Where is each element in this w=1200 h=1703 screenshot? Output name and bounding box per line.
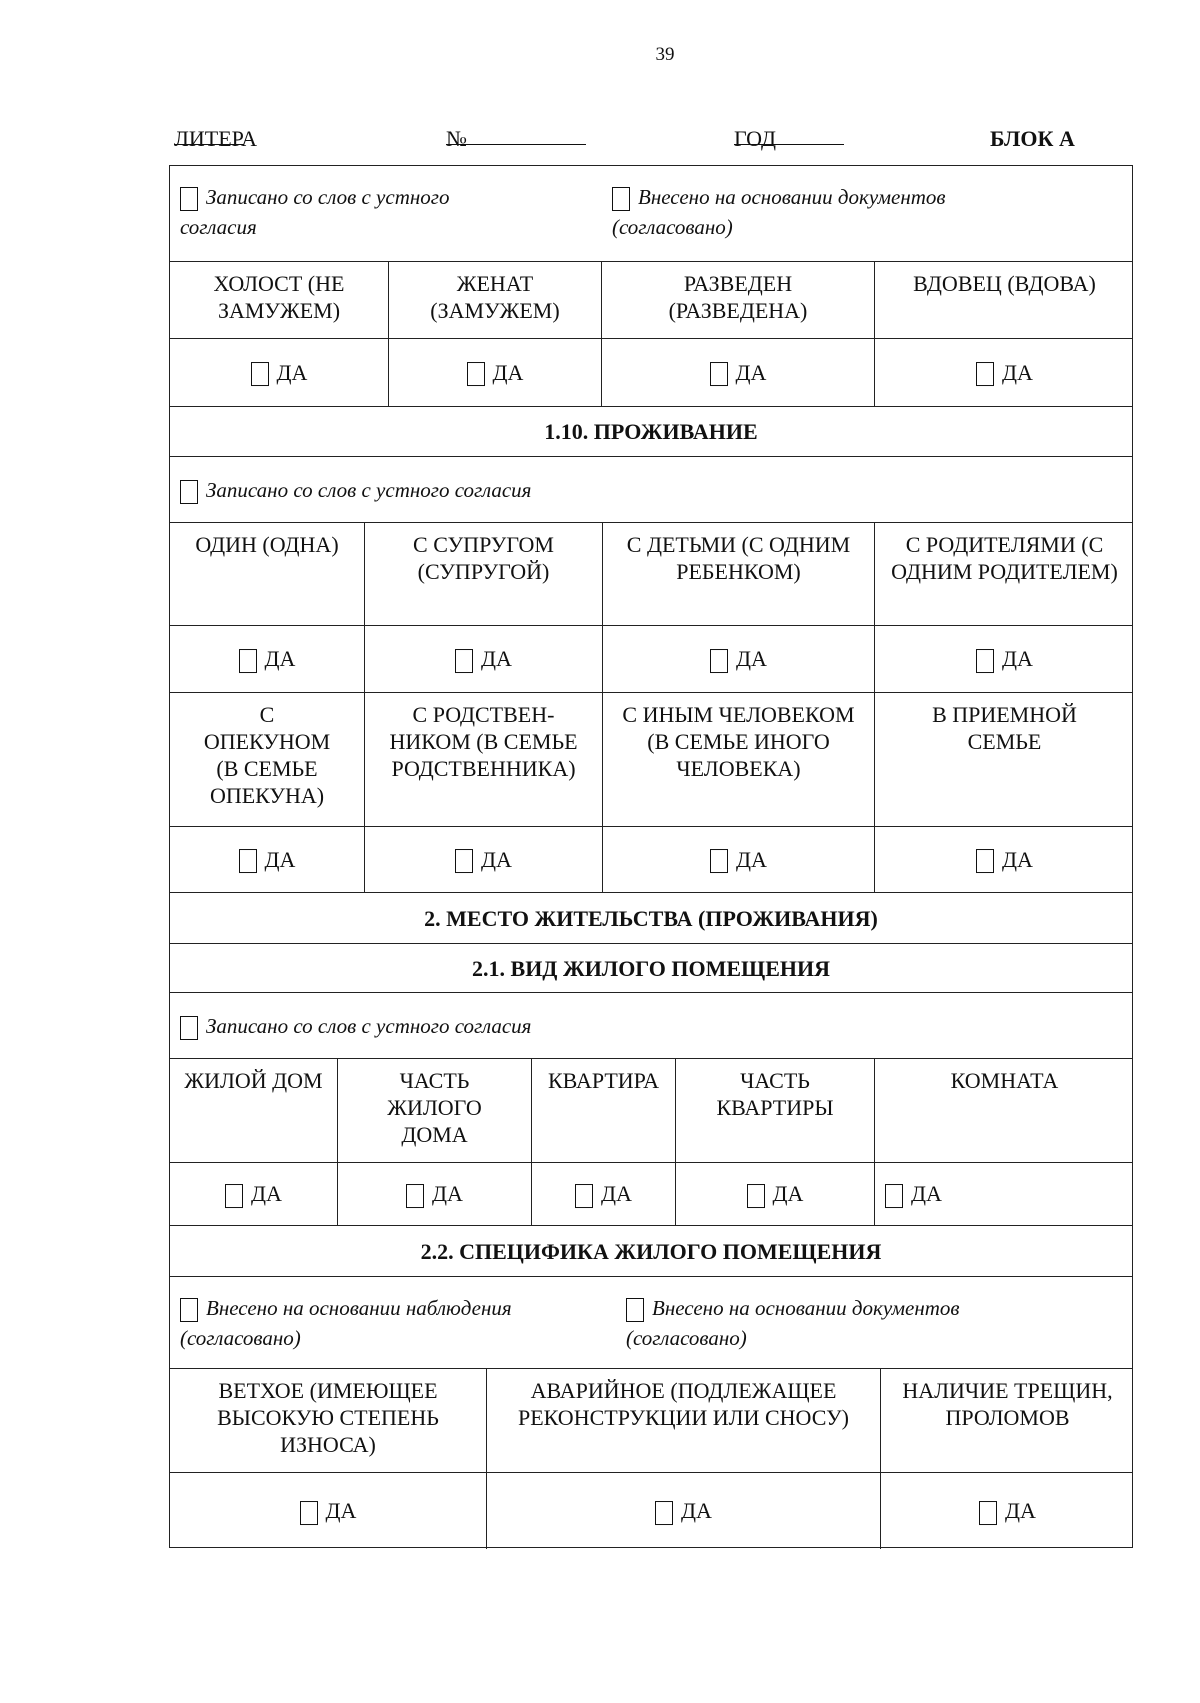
- yes-checkbox-other-person[interactable]: ДА: [603, 846, 874, 874]
- col-apartment: КВАРТИРА: [531, 1059, 675, 1162]
- specifics-headers-row: [170, 1368, 1132, 1472]
- col-room: КОМНАТА: [874, 1059, 1134, 1162]
- col-parents: С РОДИТЕЛЯМИ (С ОДНИМ РОДИТЕЛЕМ): [874, 523, 1134, 625]
- section-title-housing-specifics: 2.2. СПЕЦИФИКА ЖИЛОГО ПОМЕЩЕНИЯ: [170, 1225, 1132, 1276]
- col-guardian: С ОПЕКУНОМ (В СЕМЬЕ ОПЕКУНА): [203, 702, 331, 808]
- registration-form: [169, 165, 1133, 1548]
- section-title-place: 2. МЕСТО ЖИТЕЛЬСТВА (ПРОЖИВАНИЯ): [170, 892, 1132, 943]
- col-alone: ОДИН (ОДНА): [195, 532, 339, 557]
- residence-source-row: [170, 456, 1132, 522]
- yes-checkbox-relative[interactable]: ДА: [365, 846, 602, 874]
- housing-yes-row: [170, 1162, 1132, 1225]
- checkbox-icon[interactable]: [180, 187, 198, 211]
- col-single: ХОЛОСТ (НЕ ЗАМУЖЕМ): [213, 271, 345, 323]
- option-documents[interactable]: Внесено на основании документов (согласовано): [612, 185, 946, 239]
- number-field[interactable]: [446, 126, 586, 145]
- option-oral-consent[interactable]: Записано со слов с устного согласия: [180, 475, 531, 505]
- yes-checkbox-children[interactable]: ДА: [603, 645, 874, 673]
- yes-checkbox-married[interactable]: ДА: [389, 359, 601, 387]
- checkbox-icon[interactable]: [180, 1016, 198, 1040]
- block-label: БЛОК А: [990, 126, 1075, 151]
- yes-checkbox-part-apartment[interactable]: ДА: [676, 1180, 874, 1208]
- checkbox-icon[interactable]: [180, 480, 198, 504]
- section-title-housing-type: 2.1. ВИД ЖИЛОГО ПОМЕЩЕНИЯ: [170, 943, 1132, 992]
- residence-yes-row-1: [170, 625, 1132, 692]
- specifics-source-row: [170, 1276, 1132, 1368]
- yes-checkbox-spouse[interactable]: ДА: [365, 645, 602, 673]
- yes-checkbox-part-house[interactable]: ДА: [338, 1180, 531, 1208]
- yes-checkbox-cracks[interactable]: ДА: [881, 1497, 1134, 1525]
- marital-source-row: [170, 166, 1132, 261]
- yes-checkbox-divorced[interactable]: ДА: [602, 359, 874, 387]
- yes-checkbox-room[interactable]: ДА: [875, 1180, 1134, 1208]
- col-foster-family: В ПРИЕМНОЙ СЕМЬЕ: [874, 693, 1134, 826]
- col-emergency: АВАРИЙНОЕ (ПОДЛЕЖАЩЕЕ РЕКОНСТРУКЦИИ ИЛИ СНОСУ): [486, 1369, 880, 1472]
- col-other-person: С ИНЫМ ЧЕЛОВЕКОМ (В СЕМЬЕ ИНОГО ЧЕЛОВЕКА): [602, 693, 874, 826]
- marital-headers-row: [170, 261, 1132, 338]
- yes-checkbox-parents[interactable]: ДА: [875, 645, 1134, 673]
- option-observation[interactable]: Внесено на основании наблюдения (согласовано): [180, 1296, 512, 1350]
- yes-checkbox-widowed[interactable]: ДА: [875, 359, 1134, 387]
- col-spouse: С СУПРУГОМ (СУПРУГОЙ): [364, 523, 602, 625]
- option-oral-consent[interactable]: Записано со слов с устного согласия: [180, 185, 450, 239]
- housing-headers-row: [170, 1058, 1132, 1162]
- col-married: ЖЕНАТ (ЗАМУЖЕМ): [388, 262, 601, 338]
- col-children: С ДЕТЬМИ (С ОДНИМ РЕБЕНКОМ): [602, 523, 874, 625]
- yes-checkbox-emergency[interactable]: ДА: [487, 1497, 880, 1525]
- yes-checkbox-house[interactable]: ДА: [170, 1180, 337, 1208]
- section-title-residence: 1.10. ПРОЖИВАНИЕ: [170, 406, 1132, 456]
- yes-checkbox-alone[interactable]: ДА: [170, 645, 364, 673]
- checkbox-icon[interactable]: [626, 1298, 644, 1322]
- col-dilapidated: ВЕТХОЕ (ИМЕЮЩЕЕ ВЫСОКУЮ СТЕПЕНЬ ИЗНОСА): [217, 1378, 439, 1457]
- option-oral-consent[interactable]: Записано со слов с устного согласия: [180, 1011, 531, 1041]
- yes-checkbox-guardian[interactable]: ДА: [170, 846, 364, 874]
- form-header: ЛИТЕРА № ГОД БЛОК А: [174, 126, 1075, 151]
- option-documents[interactable]: Внесено на основании документов (согласовано): [626, 1296, 960, 1350]
- col-relative: С РОДСТВЕН- НИКОМ (В СЕМЬЕ РОДСТВЕННИКА): [364, 693, 602, 826]
- col-divorced: РАЗВЕДЕН (РАЗВЕДЕНА): [601, 262, 874, 338]
- col-cracks: НАЛИЧИЕ ТРЕЩИН, ПРОЛОМОВ: [880, 1369, 1134, 1472]
- yes-checkbox-dilapidated[interactable]: ДА: [170, 1497, 486, 1525]
- specifics-yes-row: [170, 1472, 1132, 1549]
- checkbox-icon[interactable]: [612, 187, 630, 211]
- residence-headers-row-1: [170, 522, 1132, 625]
- yes-checkbox-single[interactable]: ДА: [170, 359, 388, 387]
- checkbox-icon[interactable]: [180, 1298, 198, 1322]
- litera-field[interactable]: [174, 126, 244, 145]
- year-field[interactable]: [734, 126, 844, 145]
- marital-yes-row: [170, 338, 1132, 406]
- col-house: ЖИЛОЙ ДОМ: [184, 1068, 323, 1093]
- col-part-apartment: ЧАСТЬ КВАРТИРЫ: [675, 1059, 874, 1162]
- page-number: 39: [655, 44, 675, 65]
- col-part-house: ЧАСТЬ ЖИЛОГО ДОМА: [337, 1059, 531, 1162]
- col-widowed: ВДОВЕЦ (ВДОВА): [874, 262, 1134, 338]
- housing-source-row: [170, 992, 1132, 1058]
- yes-checkbox-foster-family[interactable]: ДА: [875, 846, 1134, 874]
- residence-headers-row-2: [170, 692, 1132, 826]
- yes-checkbox-apartment[interactable]: ДА: [532, 1180, 675, 1208]
- residence-yes-row-2: [170, 826, 1132, 892]
